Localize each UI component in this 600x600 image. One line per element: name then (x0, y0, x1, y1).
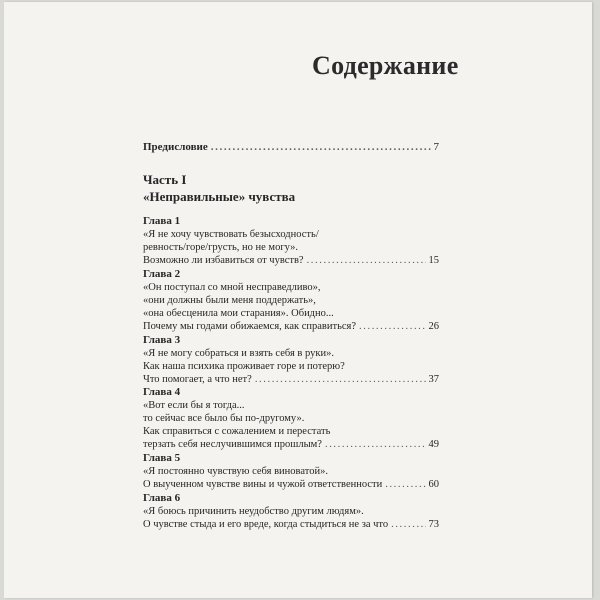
dot-leader (307, 254, 426, 267)
toc-entry-preface (143, 141, 439, 153)
chapter-title-line: О выученном чувстве вины и чужой ответственности (143, 479, 383, 490)
chapter-title-line: «они должны были меня поддержать», (143, 295, 316, 306)
chapter-title-line: «Вот если бы я тогда... (143, 400, 245, 411)
chapter-title-line: О чувстве стыда и его вреде, когда стыдиться не за что (143, 519, 389, 530)
dot-leader (325, 438, 426, 451)
page-number: 60 (428, 479, 439, 490)
dot-leader (391, 518, 425, 531)
chapter-title-line: Почему мы годами обижаемся, как справиться? (143, 321, 357, 332)
chapter-label: Глава 4 (143, 386, 181, 398)
chapter-label: Глава 3 (143, 334, 181, 346)
chapter-title-line: терзать себя неслучившимся прошлым? (143, 439, 322, 450)
chapter-final-line (143, 478, 439, 491)
preface-label: Предисловие (143, 141, 208, 153)
chapter-label: Глава 6 (143, 492, 181, 504)
toc-entry-chapter-3 (143, 333, 439, 386)
toc-entry-chapter-5 (143, 451, 439, 491)
toc-entry-chapter-4 (143, 385, 439, 451)
chapter-title-line: то сейчас все было бы по-другому». (143, 413, 305, 424)
page-number: 37 (428, 374, 439, 385)
chapter-title-line: Возможно ли избавиться от чувств? (143, 255, 304, 266)
toc-entry-chapter-1 (143, 214, 439, 267)
chapter-final-line (143, 320, 439, 333)
part-number: Часть I (143, 172, 187, 187)
part-heading (143, 171, 295, 205)
dot-leader (385, 478, 425, 491)
toc-entry-chapter-2 (143, 267, 439, 333)
chapter-title-line: «Он поступал со мной несправедливо», (143, 282, 321, 293)
chapter-final-line (143, 254, 439, 267)
dot-leader (211, 141, 431, 153)
book-page (4, 2, 592, 598)
page-number: 49 (428, 439, 439, 450)
chapter-title-line: «Я боюсь причинить неудобство другим людям». (143, 506, 364, 517)
chapter-title-line: «Я не могу собраться и взять себя в руки». (143, 348, 334, 359)
page-number: 15 (428, 255, 439, 266)
chapter-label: Глава 2 (143, 268, 181, 280)
chapter-title-line: «Я не хочу чувствовать безысходность/ (143, 229, 319, 240)
chapter-title-line: Что помогает, а что нет? (143, 374, 252, 385)
page-number: 26 (428, 321, 439, 332)
chapter-title-line: «Я постоянно чувствую себя виноватой». (143, 466, 328, 477)
chapter-final-line (143, 518, 439, 531)
toc-entry-chapter-6 (143, 491, 439, 531)
chapter-label: Глава 5 (143, 452, 181, 464)
chapter-title-line: Как справиться с сожалением и перестать (143, 426, 331, 437)
chapter-title-line: Как наша психика проживает горе и потерю? (143, 361, 345, 372)
chapter-label: Глава 1 (143, 215, 181, 227)
chapter-title-line: ревность/горе/грусть, но не могу». (143, 242, 299, 253)
part-name: «Неправильные» чувства (143, 189, 296, 204)
page-number: 7 (433, 141, 439, 153)
page-title: Содержание (312, 51, 459, 80)
dot-leader (359, 320, 425, 333)
page-number: 73 (428, 519, 439, 530)
chapter-final-line (143, 438, 439, 451)
chapter-title-line: «она обесценила мои старания». Обидно... (143, 308, 334, 319)
